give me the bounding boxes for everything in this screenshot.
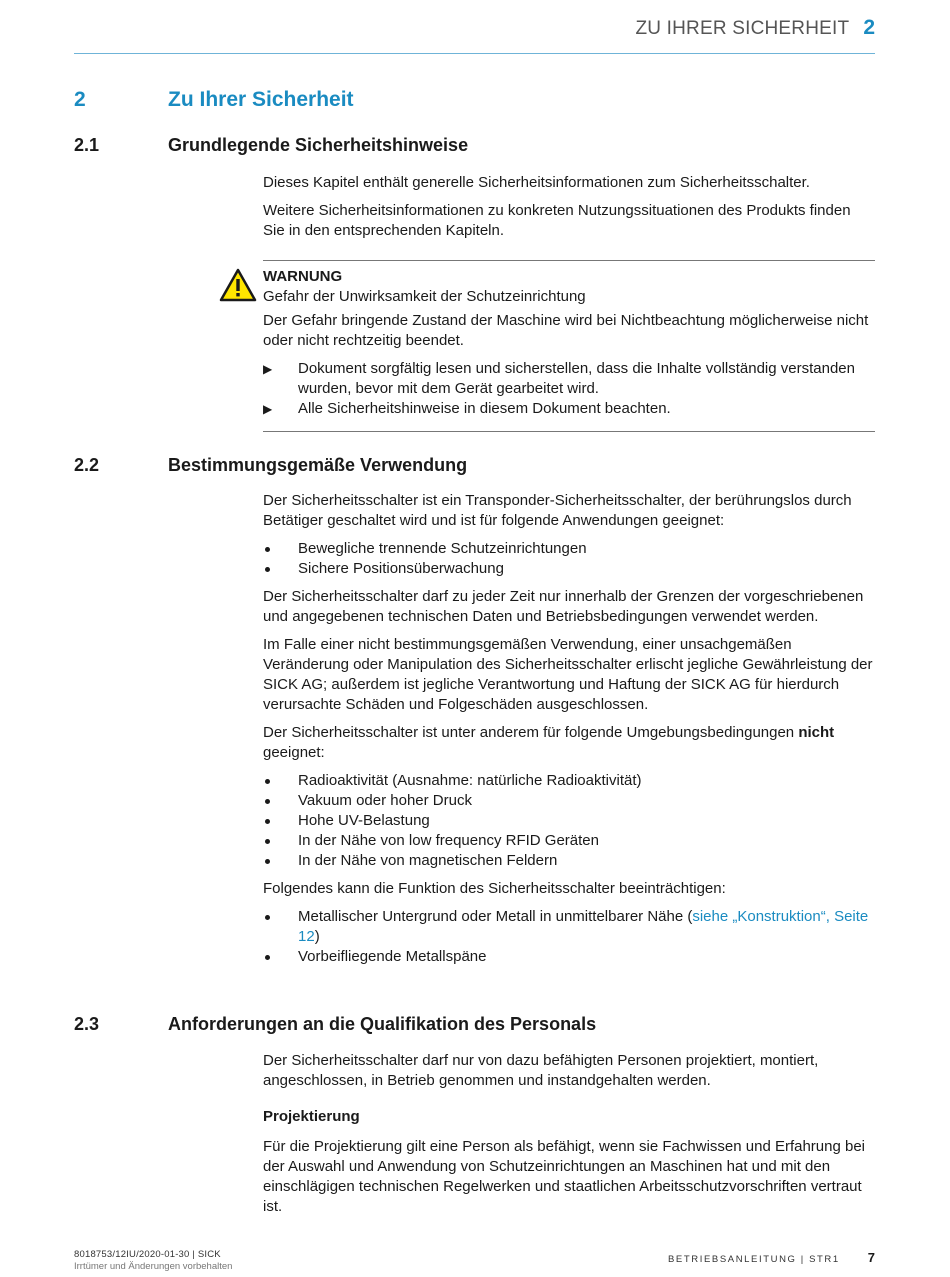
paragraph: Im Falle einer nicht bestimmungsgemäßen Verwendung, einer unsachgemäßen Veränderung oder Manipulation des Sicherheitsschalter erlischt jegliche Gewährleistung der SICK AG; außerdem ist jegliche Verantwortung und Haftung der SICK AG für hierdurch verursachte Schäden und Folgeschäden ausgeschlossen. — [263, 636, 873, 713]
warning-triangle-icon — [219, 268, 257, 302]
running-header — [635, 16, 875, 40]
section-heading-2-3 — [74, 1014, 596, 1035]
warning-subtitle: Gefahr der Unwirksamkeit der Schutzeinrichtung — [263, 288, 586, 305]
list-item: In der Nähe von low frequency RFID Geräten — [263, 831, 875, 851]
list-item: Radioaktivität (Ausnahme: natürliche Radioaktivität) — [263, 771, 875, 791]
warning-box — [263, 260, 875, 432]
section-heading-2-1 — [74, 135, 468, 156]
footer-right — [668, 1250, 875, 1265]
arrow-bullet-icon: ▶ — [263, 402, 273, 416]
section-body-2-3 — [263, 1051, 875, 1225]
list-item: Hohe UV-Belastung — [263, 811, 875, 831]
list-item: Vakuum oder hoher Druck — [263, 791, 875, 811]
running-header-title: ZU IHRER SICHERHEIT — [635, 18, 850, 39]
section-body-2-1 — [263, 173, 875, 249]
chapter-number: 2 — [74, 88, 86, 111]
warning-action-list — [263, 359, 875, 419]
warning-label: WARNUNG — [263, 268, 343, 285]
list-item: Vorbeifliegende Metallspäne — [263, 947, 875, 967]
list-item: ▶ Alle Sicherheitshinweise in diesem Dokument beachten. — [263, 400, 671, 417]
environment-list — [263, 771, 875, 871]
page-number: 7 — [867, 1250, 875, 1265]
footer-doc-id: 8018753/12IU/2020-01-30 | SICK — [74, 1249, 221, 1260]
application-list — [263, 539, 875, 579]
paragraph: Der Sicherheitsschalter ist unter anderem für folgende Umgebungsbedingungen nicht geeignet: — [263, 724, 835, 761]
section-title: Bestimmungsgemäße Verwendung — [168, 455, 468, 475]
paragraph: Dieses Kapitel enthält generelle Sicherheitsinformationen zum Sicherheitsschalter. — [263, 174, 810, 191]
subheading: Projektierung — [263, 1108, 360, 1125]
list-item: Bewegliche trennende Schutzeinrichtungen — [263, 539, 875, 559]
paragraph: Folgendes kann die Funktion des Sicherheitsschalter beeinträchtigen: — [263, 880, 726, 897]
impairment-list — [263, 907, 875, 967]
chapter-title: Zu Ihrer Sicherheit — [168, 88, 354, 111]
paragraph: Der Sicherheitsschalter darf zu jeder Zeit nur innerhalb der Grenzen der vorgeschriebenen und angegebenen technischen Daten und Betriebsbedingungen verwendet werden. — [263, 588, 864, 625]
footer-disclaimer: Irrtümer und Änderungen vorbehalten — [74, 1261, 233, 1272]
chapter-heading — [74, 88, 354, 112]
section-heading-2-2 — [74, 455, 467, 476]
list-item: ▶ Dokument sorgfältig lesen und sicherstellen, dass die Inhalte vollständig verstanden wurden, bevor mit dem Gerät gearbeitet wird. — [263, 360, 855, 397]
list-item: In der Nähe von magnetischen Feldern — [263, 851, 875, 871]
paragraph: Weitere Sicherheitsinformationen zu konkreten Nutzungssituationen des Produkts finden Sie in den entsprechenden Kapiteln. — [263, 202, 851, 239]
list-item: Metallischer Untergrund oder Metall in unmittelbarer Nähe (siehe „Konstruktion“, Seite 12) — [263, 907, 875, 947]
section-body-2-2 — [263, 491, 875, 975]
emphasis: nicht — [798, 724, 835, 741]
paragraph: Der Sicherheitsschalter darf nur von dazu befähigten Personen projektiert, montiert, angeschlossen, in Betrieb genommen und instandgehalten werden. — [263, 1052, 819, 1089]
paragraph: Der Sicherheitsschalter ist ein Transponder-Sicherheitsschalter, der berührungslos durch Betätiger geschaltet wird und ist für folgende Anwendungen geeignet: — [263, 492, 852, 529]
header-rule — [74, 53, 875, 54]
footer-doc-type: BETRIEBSANLEITUNG | STR1 — [667, 1254, 840, 1265]
list-item: Sichere Positionsüberwachung — [263, 559, 875, 579]
section-number: 2.3 — [74, 1014, 100, 1034]
section-title: Grundlegende Sicherheitshinweise — [168, 135, 469, 155]
section-title: Anforderungen an die Qualifikation des Personals — [168, 1014, 597, 1034]
section-number: 2.2 — [74, 455, 100, 475]
arrow-bullet-icon: ▶ — [263, 362, 273, 376]
warning-text: Der Gefahr bringende Zustand der Maschine wird bei Nichtbeachtung möglicherweise nicht oder nicht rechtzeitig beendet. — [263, 312, 869, 349]
cross-reference-link[interactable]: siehe „Konstruktion“, Seite 12 — [298, 908, 869, 945]
section-number: 2.1 — [74, 135, 100, 155]
footer-left — [74, 1249, 232, 1273]
running-header-chapter-number: 2 — [863, 16, 875, 39]
paragraph: Für die Projektierung gilt eine Person als befähigt, wenn sie Fachwissen und Erfahrung bei der Auswahl und Anwendung von Schutzeinrichtungen an Maschinen hat und mit den einschlägigen technischen Regelwerken und staatlichen Arbeitsschutzvorschriften vertraut ist. — [263, 1138, 866, 1215]
